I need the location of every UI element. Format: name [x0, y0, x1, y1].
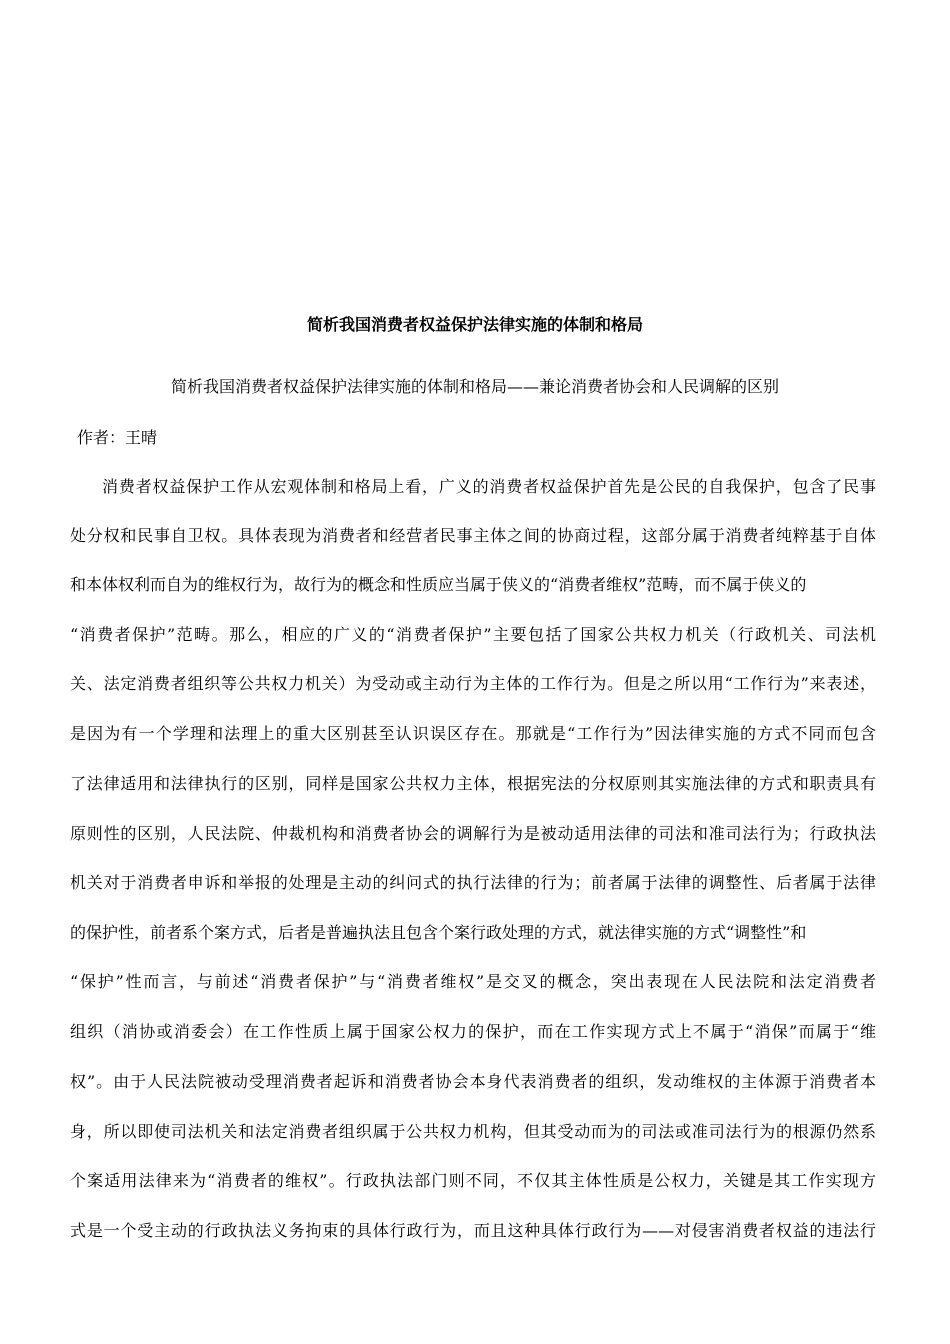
- body-line: 关、法定消费者组织等公共权力机关）为受动或主动行为主体的工作行为。但是之所以用“工作行为”来表述，: [70, 674, 876, 693]
- author-line: 作者：王晴: [77, 428, 158, 447]
- body-line: 处分权和民事自卫权。具体表现为消费者和经营者民事主体之间的协商过程，这部分属于消费者纯粹基于自体: [70, 526, 876, 545]
- body-line: 的保护性，前者系个案方式，后者是普遍执法且包含个案行政处理的方式，就法律实施的方式“调整性”和: [70, 923, 807, 942]
- body-line: 和本体权利而自为的维权行为，故行为的概念和性质应当属于侠义的“消费者维权”范畴，而不属于侠义的: [70, 575, 807, 594]
- body-line: 机关对于消费者申诉和举报的处理是主动的纠问式的执行法律的行为；前者属于法律的调整性、后者属于法律: [70, 873, 876, 892]
- body-line: 了法律适用和法律执行的区别，同样是国家公共权力主体，根据宪法的分权原则其实施法律的方式和职责具有: [70, 774, 876, 793]
- body-line: 原则性的区别，人民法院、仲裁机构和消费者协会的调解行为是被动适用法律的司法和准司法行为；行政执法: [70, 824, 876, 843]
- document-subtitle: 简析我国消费者权益保护法律实施的体制和格局——兼论消费者协会和人民调解的区别: [170, 377, 779, 396]
- body-line: 是因为有一个学理和法理上的重大区别甚至认识误区存在。那就是“工作行为”因法律实施的方式不同而包含: [70, 724, 876, 743]
- body-line: “消费者保护”范畴。那么，相应的广义的“消费者保护”主要包括了国家公共权力机关（行政机关、司法机: [70, 625, 876, 644]
- body-line: 个案适用法律来为“消费者的维权”。行政执法部门则不同，不仅其主体性质是公权力，关键是其工作实现方: [70, 1171, 876, 1190]
- body-line: 消费者权益保护工作从宏观体制和格局上看，广义的消费者权益保护首先是公民的自我保护，包含了民事: [102, 477, 876, 496]
- body-line: “保护”性而言，与前述“消费者保护”与“消费者维权”是交叉的概念，突出表现在人民法院和法定消费者: [70, 972, 876, 991]
- body-line: 身，所以即使司法机关和法定消费者组织属于公共权力机构，但其受动而为的司法或准司法行为的根源仍然系: [70, 1122, 876, 1141]
- body-line: 式是一个受主动的行政执法义务拘束的具体行政行为，而且这种具体行政行为——对侵害消费者权益的违法行: [70, 1221, 876, 1240]
- document-title: 简析我国消费者权益保护法律实施的体制和格局: [306, 315, 643, 334]
- body-line: 权”。由于人民法院被动受理消费者起诉和消费者协会本身代表消费者的组织，发动维权的主体源于消费者本: [70, 1072, 876, 1091]
- body-line: 组织（消协或消委会）在工作性质上属于国家公权力的保护，而在工作实现方式上不属于“消保”而属于“维: [70, 1022, 876, 1041]
